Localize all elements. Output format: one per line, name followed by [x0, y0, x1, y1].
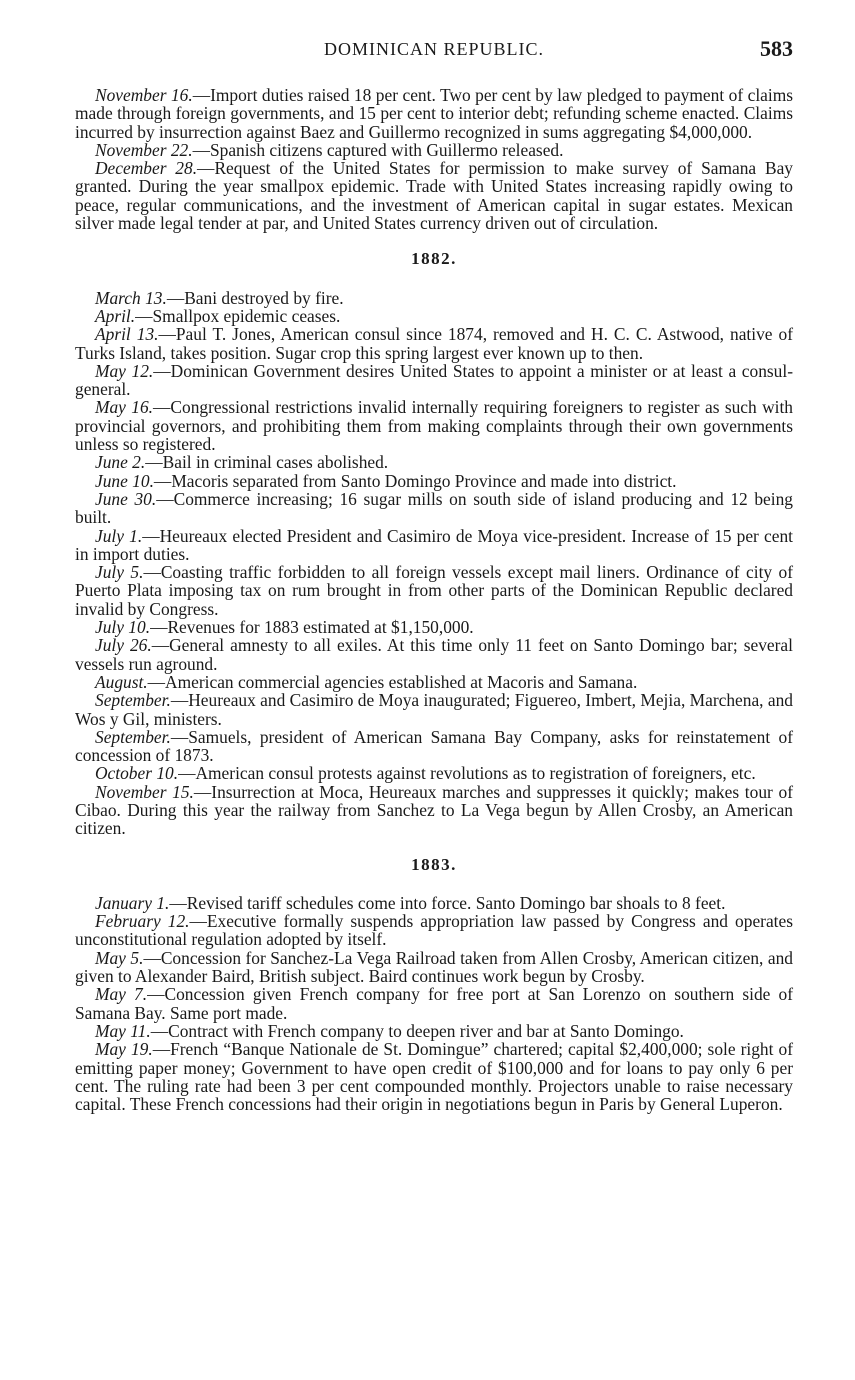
entry-text: —Request of the United States for permission to make survey of Samana Bay granted. During the year smallpox epidemic. Trade with United States increasing rapidly owing to peace, regular communications, and the investment of American capital in sugar estates. Mexican silver made legal tender at par, and United States currency driven out of circulation. — [75, 158, 793, 234]
entry-date: December 28. — [95, 158, 198, 179]
chronology-entry — [75, 398, 793, 453]
entry-date: April. — [95, 305, 136, 326]
entry-date: May 11. — [95, 1020, 151, 1041]
entry-text: —Heureaux elected President and Casimiro de Moya vice-president. Increase of 15 per cent in import duties. — [75, 525, 793, 564]
chronology-entry — [75, 728, 793, 765]
entry-text: —General amnesty to all exiles. At this time only 11 feet on Santo Domingo bar; several vessels run aground. — [75, 635, 793, 674]
entry-date: November 15. — [95, 781, 194, 802]
entry-date: April 13. — [95, 324, 159, 345]
chronology-entry — [75, 86, 793, 141]
chronology-entry — [75, 894, 793, 912]
chronology-entry — [75, 362, 793, 399]
entry-date: January 1. — [95, 892, 170, 913]
running-head — [75, 36, 793, 62]
chronology-entry — [75, 289, 793, 307]
chronology-entry — [75, 783, 793, 838]
entry-date: June 30. — [95, 488, 157, 509]
entry-text: —Insurrection at Moca, Heureaux marches and suppresses it quickly; makes tour of Cibao. During this year the railway from Sanchez to La Vega begun by Allen Crosby, an American citizen. — [75, 781, 793, 839]
running-title: DOMINICAN REPUBLIC. — [323, 39, 544, 59]
entry-text: —Contract with French company to deepen river and bar at Santo Domingo. — [150, 1020, 684, 1041]
entry-date: September. — [95, 690, 171, 711]
entry-date: July 1. — [95, 525, 143, 546]
year-heading: 1883. — [411, 854, 457, 874]
entry-date: September. — [95, 726, 171, 747]
entry-date: March 13. — [95, 287, 167, 308]
entry-text: —Revenues for 1883 estimated at $1,150,000. — [150, 617, 474, 638]
entry-text: —Import duties raised 18 per cent. Two per cent by law pledged to payment of claims made through foreign governments, and 15 per cent to interior debt; refunding scheme enacted. Claims incurred by insurrection against Baez and Guillermo recognized in sums aggregating $4,000,000. — [75, 85, 793, 142]
chronology-entry — [75, 764, 793, 782]
year-heading: 1882. — [411, 249, 457, 269]
entry-date: May 7. — [95, 984, 148, 1005]
chronology-entry — [75, 1040, 793, 1113]
chronology-entry — [75, 949, 793, 986]
entry-date: May 12. — [95, 360, 154, 381]
entry-date: July 26. — [95, 635, 152, 656]
chronology-entry — [75, 159, 793, 232]
entry-date: October 10. — [95, 763, 179, 784]
chronology-entry — [75, 985, 793, 1022]
body-text — [75, 86, 793, 1113]
entry-text: —Bail in criminal cases abolished. — [145, 452, 389, 473]
entry-date: November 22. — [95, 139, 193, 160]
entry-text: —Congressional restrictions invalid internally requiring foreigners to register as such with provincial governors, and prohibiting them from making complaints through their own governments unless so registered. — [75, 397, 793, 455]
chronology-entry — [75, 691, 793, 728]
chronology-entry — [75, 636, 793, 673]
entry-text: —Heureaux and Casimiro de Moya inaugurated; Figuereo, Imbert, Mejia, Marchena, and Wos y Gil, ministers. — [75, 690, 793, 729]
entry-date: November 16. — [95, 85, 193, 105]
chronology-entry — [75, 307, 793, 325]
entry-date: May 19. — [95, 1039, 153, 1060]
entry-text: —Coasting traffic forbidden to all foreign vessels except mail liners. Ordinance of city of Puerto Plata imposing tax on rum brought in from other parts of the Dominican Republic declared invalid by Congress. — [75, 562, 793, 619]
entry-text: —Revised tariff schedules come into force. Santo Domingo bar shoals to 8 feet. — [169, 892, 726, 913]
chronology-entry — [75, 325, 793, 362]
chronology-entry — [75, 527, 793, 564]
chronology-entry — [75, 472, 793, 490]
entry-text: —Dominican Government desires United States to appoint a minister or at least a consul-general. — [75, 360, 793, 400]
page-number: 583 — [760, 36, 793, 61]
chronology-entry — [75, 141, 793, 159]
entry-date: July 10. — [95, 617, 151, 638]
entry-text: —Bani destroyed by fire. — [166, 287, 344, 308]
entry-date: February 12. — [95, 911, 190, 932]
chronology-entry — [75, 563, 793, 618]
chronology-entry — [75, 673, 793, 691]
entry-date: May 16. — [95, 397, 154, 418]
entry-text: —American commercial agencies established at Macoris and Samana. — [147, 671, 638, 692]
entry-text: —Concession given French company for free port at San Lorenzo on southern side of Samana Bay. Same port made. — [75, 984, 794, 1023]
entry-text: —French “Banque Nationale de St. Domingue” chartered; capital $2,400,000; sole right of emitting paper money; Government to have open credit of $100,000 and for loans to pay only 6 per cent. The ruling rate had been 3 per cent compounded monthly. Projectors unable to raise necessary capital. These French concessions had their origin in negotiations begun in Paris by General Luperon. — [75, 1039, 793, 1115]
chronology-entry — [75, 490, 793, 527]
entry-text: —Macoris separated from Santo Domingo Province and made into district. — [153, 470, 677, 491]
chronology-entry — [75, 1022, 793, 1040]
entry-text: —Commerce increasing; 16 sugar mills on south side of island producing and 12 being built. — [75, 488, 793, 528]
entry-text: —Executive formally suspends appropriation law passed by Congress and operates unconstitutional regulation adopted by itself. — [75, 911, 793, 950]
entry-date: June 10. — [95, 470, 154, 491]
entry-text: —Samuels, president of American Samana Bay Company, asks for reinstatement of concession of 1873. — [75, 726, 793, 766]
entry-text: —American consul protests against revolutions as to registration of foreigners, etc. — [178, 763, 756, 784]
entry-text: —Smallpox epidemic ceases. — [135, 305, 341, 326]
entry-text: —Paul T. Jones, American consul since 1874, removed and H. C. C. Astwood, native of Turks Island, takes position. Sugar crop this spring largest ever known up to then. — [75, 324, 793, 363]
entry-date: May 5. — [95, 947, 144, 968]
entry-date: July 5. — [95, 562, 144, 583]
entry-text: —Spanish citizens captured with Guillermo released. — [192, 139, 564, 160]
chronology-entry — [75, 618, 793, 636]
chronology-entry — [75, 912, 793, 949]
entry-text: —Concession for Sanchez-La Vega Railroad taken from Allen Crosby, American citizen, and given to Alexander Baird, British subject. Baird continues work begun by Crosby. — [75, 947, 793, 987]
entry-date: June 2. — [95, 452, 146, 473]
entry-date: August. — [95, 671, 148, 692]
chronology-entry — [75, 453, 793, 471]
